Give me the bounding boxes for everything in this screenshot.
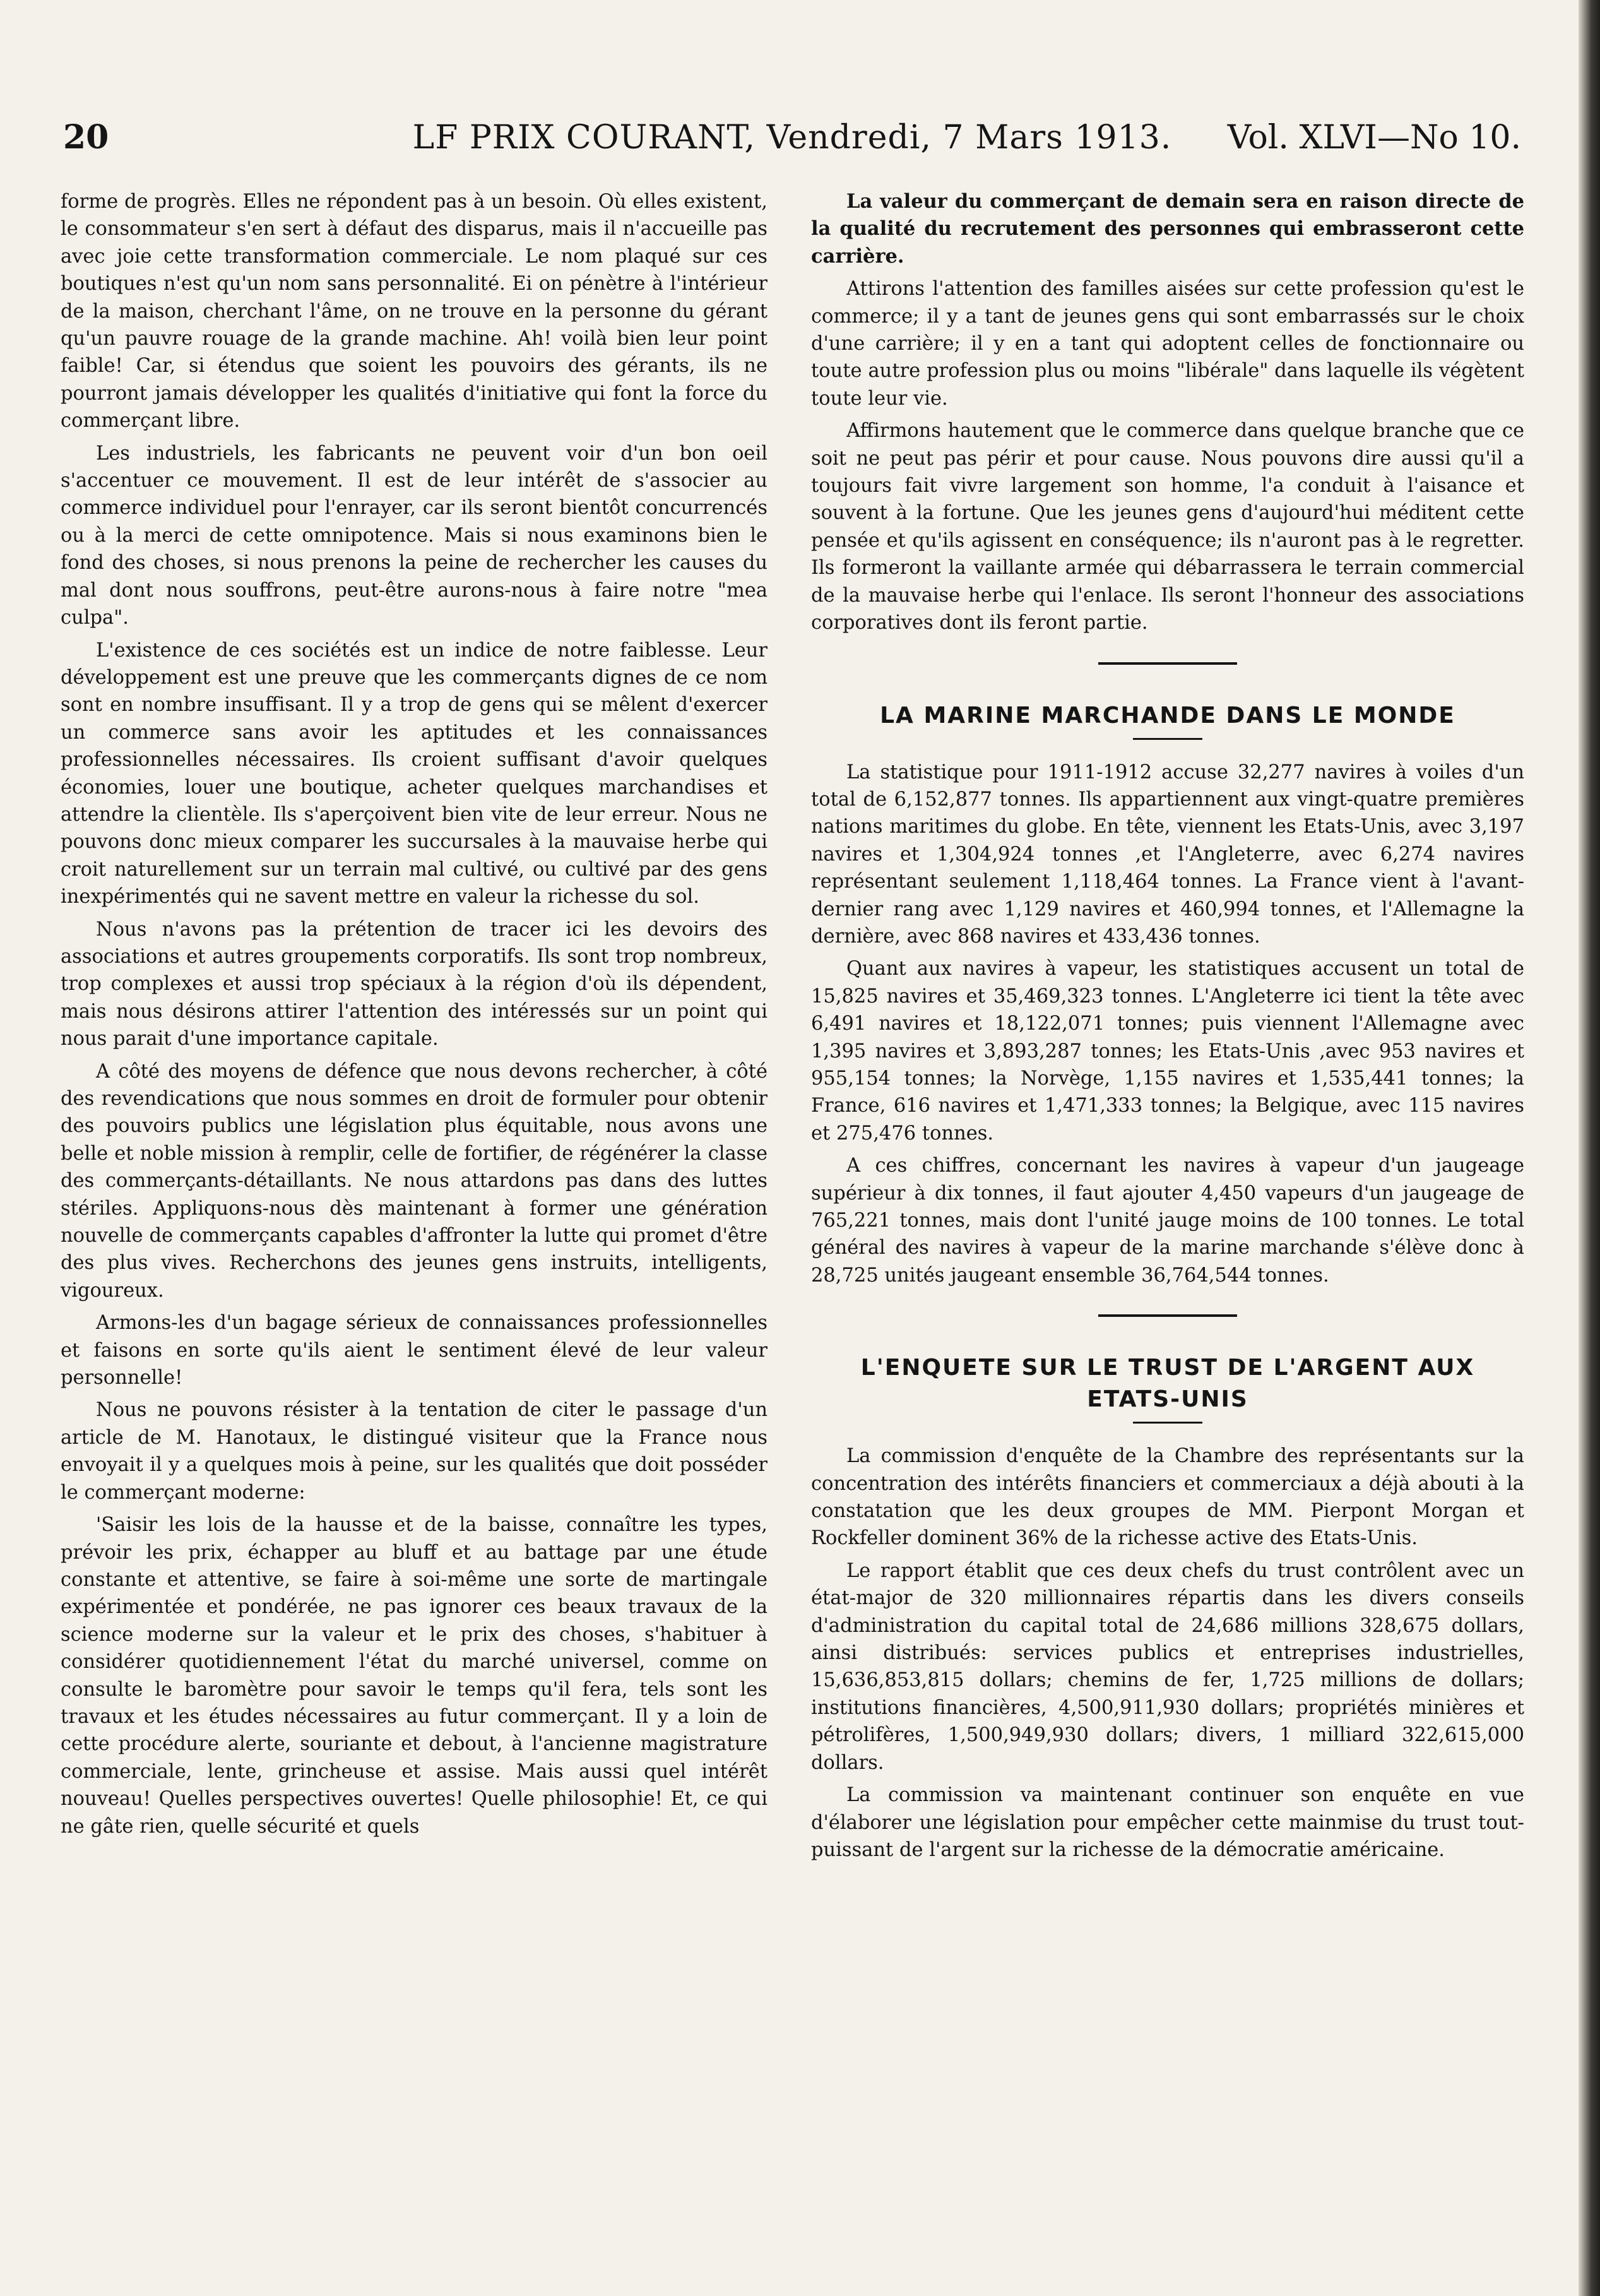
article-paragraph: La commission va maintenant continuer son enquête en vue d'élaborer une législation pour empêcher cette mainmise du trust tout-puissant de l'argent sur la richesse de la démocratie américaine. [811, 1784, 1524, 1861]
enquete-heading: L'ENQUETE SUR LE TRUST DE L'ARGENT AUX ETATS-UNIS [860, 1355, 1475, 1413]
article-paragraph: L'existence de ces sociétés est un indice de notre faiblesse. Leur développement est une preuve que les commerçants dignes de ce nom sont en nombre insuffisant. Il y a trop de gens qui se mêlent d'exercer un commerce sans avoir les aptitudes et les connaissances professionnelles nécessaires. Ils croient suffisant d'avoir quelques économies, louer une boutique, acheter quelques marchandises et attendre la clientèle. Ils s'aperçoivent bien vite de leur erreur. Nous ne pouvons donc mieux comparer les succursales à la mauvaise herbe qui croit naturellement sur un terrain mal cultivé, ou cultivé par des gens inexpérimentés qui ne savent mettre en valeur la richesse du sol. [61, 639, 767, 908]
marine-heading: LA MARINE MARCHANDE DANS LE MONDE [880, 702, 1455, 729]
right-column [811, 188, 1524, 1869]
heading-underline [1133, 1422, 1202, 1424]
article-paragraph: Affirmons hautement que le commerce dans quelque branche que ce soit ne peut pas périr et pour cause. Nous pouvons dire aussi qu'il a toujours fait vivre largement son homme, l'a conduit à l'aisance et souvent à la fortune. Que les jeunes gens d'aujourd'hui méditent cette pensée et qu'ils agissent en conséquence; ils n'auront pas à le regretter. Ils formeront la vaillante armée qui débarrassera le terrain commercial de la mauvaise herbe qui l'enlace. Ils seront l'honneur des associations corporatives dont ils feront partie. [811, 420, 1524, 634]
left-column [61, 188, 767, 1845]
article-paragraph: forme de progrès. Elles ne répondent pas à un besoin. Où elles existent, le consommateur s'en sert à défaut des disparus, mais il n'accueille pas avec joie cette transformation commerciale. Le nom plaqué sur ces boutiques n'est qu'un nom sans personnalité. Ei on pénètre à l'intérieur de la maison, cherchant l'âme, on ne trouve en la personne du gérant qu'un pauvre rouage de la grande machine. Ah! voilà bien leur point faible! Car, si étendus que soient les pouvoirs des gérants, ils ne pourront jamais développer les qualités d'initiative qui font la force du commerçant libre. [61, 191, 767, 432]
page-number: 20 [63, 118, 109, 157]
article-paragraph: La commission d'enquête de la Chambre des représentants sur la concentration des intérêts financiers et commerciaux a déjà abouti à la constatation que les deux groupes de MM. Pierpont Morgan et Rockfeller dominent 36% de la richesse active des Etats-Unis. [811, 1445, 1524, 1550]
article-paragraph: A côté des moyens de défence que nous devons rechercher, à côté des revendications que nous sommes en droit de formuler pour obtenir des pouvoirs publics une législation plus équitable, nous avons une belle et noble mission à remplir, celle de fortifier, de régénérer la classe des commerçants-détaillants. Ne nous attardons pas dans des luttes stériles. Appliquons-nous dès maintenant à former une génération nouvelle de commerçants capables d'affronter la lutte qui promet d'être des plus vives. Recherchons des jeunes gens instruits, intelligents, vigoureux. [61, 1060, 767, 1302]
article-paragraph: Quant aux navires à vapeur, les statistiques accusent un total de 15,825 navires et 35,469,323 tonnes. L'Angleterre ici tient la tête avec 6,491 navires et 18,122,071 tonnes; puis viennent l'Allemagne avec 1,395 navires et 3,893,287 tonnes; les Etats-Unis ,avec 953 navires et 955,154 tonnes; la Norvège, 1,155 navires et 1,535,441 tonnes; la France, 616 navires et 1,471,333 tonnes; la Belgique, avec 115 navires et 275,476 tonnes. [811, 958, 1524, 1145]
section-divider [1098, 1314, 1237, 1317]
article-paragraph: A ces chiffres, concernant les navires à vapeur d'un jaugeage supérieur à dix tonnes, il faut ajouter 4,450 vapeurs d'un jaugeage de 765,221 tonnes, mais dont l'unité jauge moins de 100 tonnes. Le total général des navires à vapeur de la marine marchande s'élève donc à 28,725 unités jaugeant ensemble 36,764,544 tonnes. [811, 1155, 1524, 1287]
article-paragraph: Le rapport établit que ces deux chefs du trust contrôlent avec un état-major de 320 millionnaires répartis dans les divers conseils d'administration du capital total de 24,686 millions 328,675 dollars, ainsi distribués: services publics et entreprises industrielles, 15,636,853,815 dollars; chemins de fer, 1,725 millions de dollars; institutions financières, 4,500,911,930 dollars; propriétés minières et pétrolifères, 1,500,949,930 dollars; divers, 1 milliard 322,615,000 dollars. [811, 1559, 1524, 1774]
section-divider [1098, 662, 1237, 665]
heading-underline [1133, 738, 1202, 740]
page-header [63, 112, 1521, 163]
article-paragraph: La statistique pour 1911-1912 accuse 32,277 navires à voiles d'un total de 6,152,877 tonnes. Ils appartiennent aux vingt-quatre premières nations maritimes du globe. En tête, viennent les Etats-Unis, avec 3,197 navires et 1,304,924 tonnes ,et l'Angleterre, avec 6,274 navires représentant seulement 1,118,464 tonnes. La France vient à l'avant-dernier rang avec 1,129 navires et 460,994 tonnes, et l'Allemagne la dernière, avec 868 navires et 433,436 tonnes. [811, 761, 1524, 948]
article-paragraph: Les industriels, les fabricants ne peuvent voir d'un bon oeil s'accentuer ce mouvement. Il est de leur intérêt de s'associer au commerce individuel pour l'enrayer, car ils seront bientôt concurrencés ou à la merci de cette omnipotence. Mais si nous examinons bien le fond des choses, si nous prenons la peine de rechercher les causes du mal dont nous souffrons, peut-être aurons-nous à faire notre "mea culpa". [61, 442, 767, 629]
article-paragraph: Nous ne pouvons résister à la tentation de citer le passage d'un article de M. Hanotaux, le distingué visiteur que la France nous envoyait il y a quelques mois à peine, sur les qualités que doit posséder le commerçant moderne: [61, 1399, 767, 1504]
quotation-paragraph: 'Saisir les lois de la hausse et de la baisse, connaître les types, prévoir les prix, échapper au bluff et au battage par une étude constante et attentive, se faire à soi-même une sorte de martingale expérimentée et pondérée, ne pas ignorer ces beaux travaux de la science moderne sur la valeur et le prix des choses, s'habituer à considérer quotidiennement l'état du marché universel, comme on consulte le baromètre pour savoir le temps qu'il fera, tels sont les travaux et les études nécessaires au futur commerçant. Il y a loin de cette procédure alerte, souriante et debout, à l'ancienne magistrature commerciale, lente, grincheuse et assise. Mais aussi quel intérêt nouveau! Quelles perspectives ouvertes! Quelle philosophie! Et, ce qui ne gâte rien, quelle sécurité et quels [61, 1514, 767, 1838]
article-paragraph: Armons-les d'un bagage sérieux de connaissances professionnelles et faisons en sorte qu'ils aient le sentiment élevé de leur valeur personnelle! [61, 1312, 767, 1389]
article-paragraph: La valeur du commerçant de demain sera en raison directe de la qualité du recrutement des personnes qui embrasseront cette carrière. [811, 190, 1524, 268]
volume-number: Vol. XLVI—No 10. [1227, 119, 1521, 157]
article-paragraph: Nous n'avons pas la prétention de tracer ici les devoirs des associations et autres groupements corporatifs. Ils sont trop nombreux, trop complexes et aussi trop spéciaux à la région d'où ils dépendent, mais nous désirons attirer l'attention des intéressés sur un point qui nous parait d'une importance capitale. [61, 918, 767, 1050]
publication-title: LF PRIX COURANT, Vendredi, 7 Mars 1913. [412, 119, 1172, 157]
page-edge-shadow [1579, 0, 1600, 2296]
article-paragraph: Attirons l'attention des familles aisées sur cette profession qu'est le commerce; il y a tant de jeunes gens qui sont embarrassés sur le choix d'une carrière; il y en a tant qui adoptent celles de fonctionnaire ou toute autre profession plus ou moins "libérale" dans laquelle ils végètent toute leur vie. [811, 278, 1524, 410]
